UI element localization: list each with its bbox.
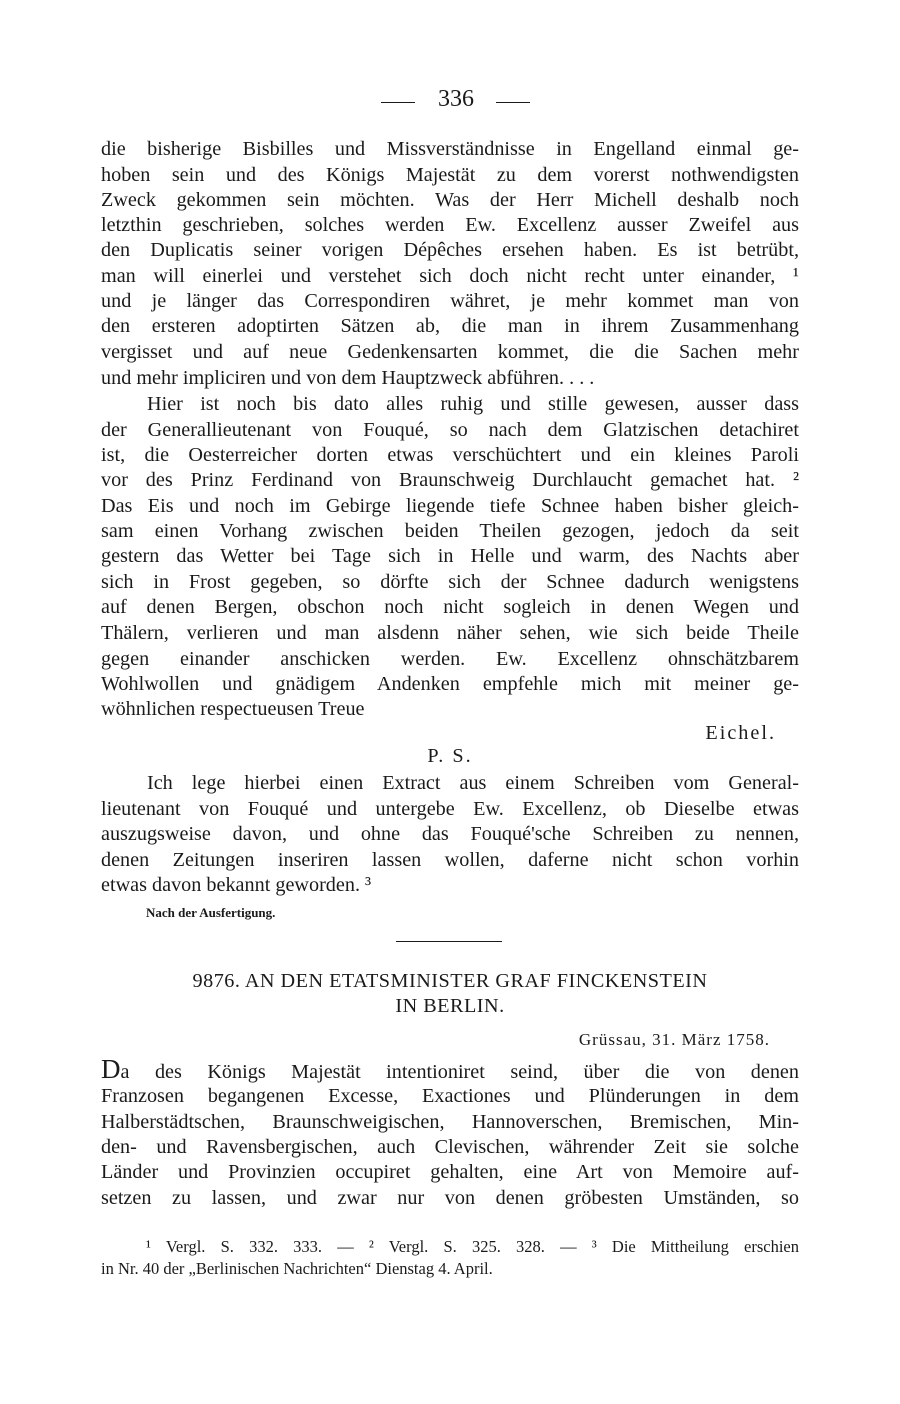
section-divider xyxy=(396,941,502,942)
body-line: den ersteren adoptirten Sätzen ab, die man in ihrem Zusammenhang xyxy=(101,315,799,337)
body-line: letzthin geschrieben, solches werden Ew. Excellenz ausser Zweifel aus xyxy=(101,214,799,236)
body-line: auf denen Bergen, obschon noch nicht sogleich in denen Wegen und xyxy=(101,596,799,618)
first-line-text: a des Königs Majestät intentioniret seind, über die von denen xyxy=(120,1061,799,1083)
body-line: hoben sein und des Königs Majestät zu dem vorerst nothwendigsten xyxy=(101,164,799,186)
body-line: gegen einander anschicken werden. Ew. Excellenz ohnschätzbarem xyxy=(101,648,799,670)
page-number: 336 xyxy=(438,86,474,112)
footnote-line: in Nr. 40 der „Berlinischen Nachrichten“ Dienstag 4. April. xyxy=(101,1259,493,1278)
document-line: Länder und Provinzien occupiret gehalten, eine Art von Memoire auf- xyxy=(101,1161,799,1183)
document-title-line-1: 9876. AN DEN ETATSMINISTER GRAF FINCKENSTEIN xyxy=(192,970,708,992)
body-line: vor des Prinz Ferdinand von Braunschweig Durchlaucht gemachet hat. ² xyxy=(101,469,799,491)
body-line: die bisherige Bisbilles und Missverständnisse in Engelland einmal ge- xyxy=(101,138,799,160)
body-line: vergisset und auf neue Gedenkensarten kommet, die die Sachen mehr xyxy=(101,341,799,363)
source-note: Nach der Ausfertigung. xyxy=(146,905,276,920)
document-first-line xyxy=(101,1054,799,1084)
header-rule-right xyxy=(496,102,530,103)
footnote-line: ¹ Vergl. S. 332. 333. — ² Vergl. S. 325. 328. — ³ Die Mittheilung erschien xyxy=(146,1237,799,1256)
header-rule-left xyxy=(381,102,415,103)
body-line: gestern das Wetter bei Tage sich in Helle und warm, des Nachts aber xyxy=(101,545,799,567)
body-line: sich in Frost gegeben, so dörfte sich der Schnee dadurch wenigstens xyxy=(101,571,799,593)
dateline: Grüssau, 31. März 1758. xyxy=(578,1030,770,1049)
postscript-line: denen Zeitungen inseriren lassen wollen, daferne nicht schon vorhin xyxy=(101,849,799,871)
postscript-line: lieutenant von Fouqué und untergebe Ew. Excellenz, ob Dieselbe etwas xyxy=(101,798,799,820)
body-line: und je länger das Correspondiren währet, je mehr kommet man von xyxy=(101,290,799,312)
body-line: wöhnlichen respectueusen Treue xyxy=(101,698,365,720)
page-header xyxy=(0,86,900,122)
body-line: der Generallieutenant von Fouqué, so nach dem Glatzischen detachiret xyxy=(101,419,799,441)
body-line: ist, die Oesterreicher dorten etwas verschüchtert und ein kleines Paroli xyxy=(101,444,799,466)
document-title-line-2: IN BERLIN. xyxy=(395,995,505,1017)
body-line: Zweck gekommen sein möchten. Was der Herr Michell deshalb noch xyxy=(101,189,799,211)
postscript-line: Ich lege hierbei einen Extract aus einem Schreiben vom General- xyxy=(147,772,799,794)
drop-cap: D xyxy=(101,1054,121,1084)
body-line: sam einen Vorhang zwischen beiden Theilen gezogen, jedoch da seit xyxy=(101,520,799,542)
body-line: den Duplicatis seiner vorigen Dépêches ersehen haben. Es ist betrübt, xyxy=(101,239,799,261)
body-line: man will einerlei und verstehet sich doch nicht recht unter einander, ¹ xyxy=(101,265,799,287)
document-line: setzen zu lassen, und zwar nur von denen gröbesten Umständen, so xyxy=(101,1187,799,1209)
body-line: und mehr impliciren und von dem Hauptzweck abführen. . . . xyxy=(101,367,595,389)
postscript-line: auszugsweise davon, und ohne das Fouqué'sche Schreiben zu nennen, xyxy=(101,823,799,845)
document-line: den- und Ravensbergischen, auch Clevischen, währender Zeit sie solche xyxy=(101,1136,799,1158)
document-line: Halberstädtschen, Braunschweigischen, Hannoverschen, Bremischen, Min- xyxy=(101,1111,799,1133)
body-line: Hier ist noch bis dato alles ruhig und stille gewesen, ausser dass xyxy=(147,393,799,415)
body-line: Das Eis und noch im Gebirge liegende tiefe Schnee haben bisher gleich- xyxy=(101,495,799,517)
postscript-heading: P. S. xyxy=(427,745,473,767)
body-line: Thälern, verlieren und man alsdenn näher sehen, wie sich beide Theile xyxy=(101,622,799,644)
document-line: Franzosen begangenen Excesse, Exactiones und Plünderungen in dem xyxy=(101,1085,799,1107)
postscript-line: etwas davon bekannt geworden. ³ xyxy=(101,874,372,896)
signature: Eichel. xyxy=(705,722,776,744)
body-line: Wohlwollen und gnädigem Andenken empfehle mich mit meiner ge- xyxy=(101,673,799,695)
